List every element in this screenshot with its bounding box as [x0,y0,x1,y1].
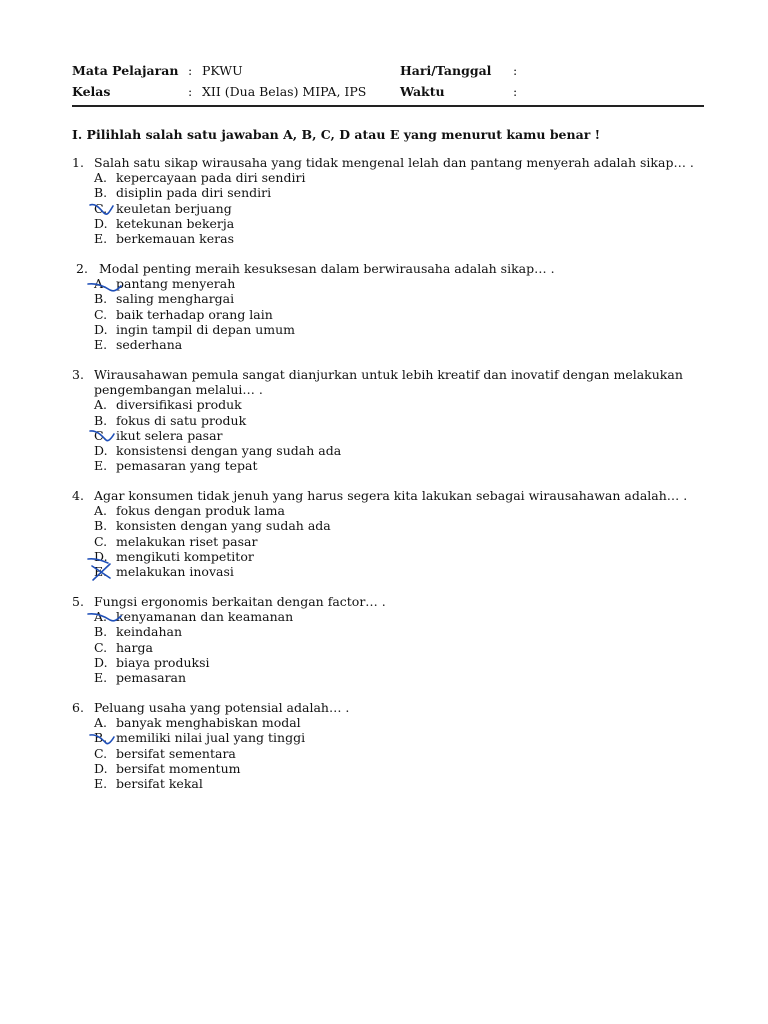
option-b [72,730,692,745]
option-text: bersifat sementara [116,745,236,761]
question-text: Modal penting meraih kesuksesan dalam berwirausaha adalah sikap… . [99,261,555,276]
option-a [72,397,692,412]
option-c [72,640,692,655]
option-letter: A. [94,503,108,519]
option-text: fokus dengan produk lama [116,503,285,519]
option-c [72,534,692,549]
option-b [72,413,692,428]
header-row-class [72,84,704,105]
time-label: Waktu [400,84,445,99]
option-d [72,761,692,776]
option-text: keuletan berjuang [116,200,232,216]
question-number: 2. [76,261,88,276]
option-letter: D. [94,215,108,231]
option-letter: E. [94,458,108,474]
option-letter: D. [94,321,108,337]
option-letter: A. [94,609,108,625]
option-letter: E. [94,563,108,579]
option-text: biaya produksi [116,654,210,670]
question-text: Salah satu sikap wirausaha yang tidak mengenal lelah dan pantang menyerah adalah sikap… . [94,155,694,170]
question-text: Peluang usaha yang potensial adalah… . [94,700,350,715]
question-line [72,382,692,397]
option-d [72,443,692,458]
option-letter: D. [94,442,108,458]
option-text: banyak menghabiskan modal [116,715,301,731]
question-number: 5. [72,594,84,609]
option-text: fokus di satu produk [116,412,247,428]
option-letter: D. [94,548,108,564]
option-text: diversifikasi produk [116,397,242,413]
option-text: konsistensi dengan yang sudah ada [116,442,342,458]
option-text: pemasaran yang tepat [116,458,258,474]
option-letter: C. [94,533,108,549]
option-text: harga [116,639,153,655]
header-row-subject [72,63,704,84]
question-text: Agar konsumen tidak jenuh yang harus segera kita lakukan sebagai wirausahawan adalah… . [94,488,688,503]
question-6 [72,700,692,791]
question-line [72,700,692,715]
option-c [72,201,692,216]
subject-label: Mata Pelajaran [72,63,179,78]
option-c [72,428,692,443]
question-text: pengembangan melalui… . [94,382,263,398]
class-label: Kelas [72,84,111,99]
option-text: bersifat momentum [116,760,241,776]
option-letter: A. [94,276,108,292]
option-a [72,503,692,518]
option-text: baik terhadap orang lain [116,306,273,322]
question-text: Fungsi ergonomis berkaitan dengan factor… . [94,594,386,609]
question-line [72,488,692,503]
option-text: ingin tampil di depan umum [116,321,296,337]
option-d [72,216,692,231]
question-number: 4. [72,488,84,503]
option-text: memiliki nilai jual yang tinggi [116,730,306,746]
option-letter: B. [94,624,108,640]
option-letter: A. [94,397,108,413]
subject-value: PKWU [202,63,243,78]
question-line [72,155,692,170]
question-1 [72,155,692,246]
option-b [72,291,692,306]
option-letter: A. [94,170,108,186]
question-line [72,367,692,382]
question-2 [72,261,692,352]
subject-colon: : [188,63,193,78]
option-e [72,231,692,246]
option-text: melakukan inovasi [116,563,234,579]
option-text: pemasaran [116,669,187,685]
option-e [72,337,692,352]
option-letter: C. [94,745,108,761]
question-5 [72,594,692,685]
option-e [72,564,692,579]
option-text: melakukan riset pasar [116,533,258,549]
option-text: disiplin pada diri sendiri [116,185,272,201]
option-letter: D. [94,760,108,776]
section-instruction: I. Pilihlah salah satu jawaban A, B, C, D atau E yang menurut kamu benar ! [72,127,601,142]
class-colon: : [188,84,193,99]
option-letter: B. [94,730,108,746]
option-c [72,307,692,322]
option-text: berkemauan keras [116,230,234,246]
exam-header [72,63,704,105]
option-b [72,518,692,533]
option-text: konsisten dengan yang sudah ada [116,518,331,534]
option-a [72,170,692,185]
option-text: keindahan [116,624,183,640]
option-letter: C. [94,639,108,655]
option-d [72,549,692,564]
option-e [72,670,692,685]
option-letter: C. [94,427,108,443]
option-text: ketekunan bekerja [116,215,235,231]
option-letter: C. [94,306,108,322]
question-text: Wirausahawan pemula sangat dianjurkan untuk lebih kreatif dan inovatif dengan melakukan [94,367,683,382]
option-letter: C. [94,200,108,216]
option-letter: E. [94,669,108,685]
option-letter: B. [94,518,108,534]
day-label: Hari/Tanggal [400,63,492,78]
option-a [72,276,692,291]
option-letter: B. [94,291,108,307]
option-d [72,322,692,337]
option-letter: B. [94,412,108,428]
option-letter: E. [94,230,108,246]
question-number: 1. [72,155,84,170]
option-text: mengikuti kompetitor [116,548,254,564]
option-e [72,776,692,791]
question-line [72,594,692,609]
question-4 [72,488,692,579]
option-d [72,655,692,670]
option-c [72,746,692,761]
option-text: sederhana [116,336,183,352]
class-value: XII (Dua Belas) MIPA, IPS [202,84,367,99]
question-line [72,261,692,276]
option-a [72,609,692,624]
option-text: pantang menyerah [116,276,236,292]
question-3 [72,367,692,473]
option-text: bersifat kekal [116,775,203,791]
time-colon: : [513,84,518,99]
option-letter: B. [94,185,108,201]
option-e [72,458,692,473]
question-number: 6. [72,700,84,715]
option-text: kepercayaan pada diri sendiri [116,170,306,186]
option-letter: E. [94,336,108,352]
option-letter: D. [94,654,108,670]
option-text: saling menghargai [116,291,235,307]
option-b [72,624,692,639]
header-divider [72,105,704,107]
option-text: ikut selera pasar [116,427,223,443]
option-a [72,715,692,730]
option-text: kenyamanan dan keamanan [116,609,294,625]
option-b [72,185,692,200]
question-number: 3. [72,367,84,382]
option-letter: E. [94,775,108,791]
option-letter: A. [94,715,108,731]
day-colon: : [513,63,518,78]
